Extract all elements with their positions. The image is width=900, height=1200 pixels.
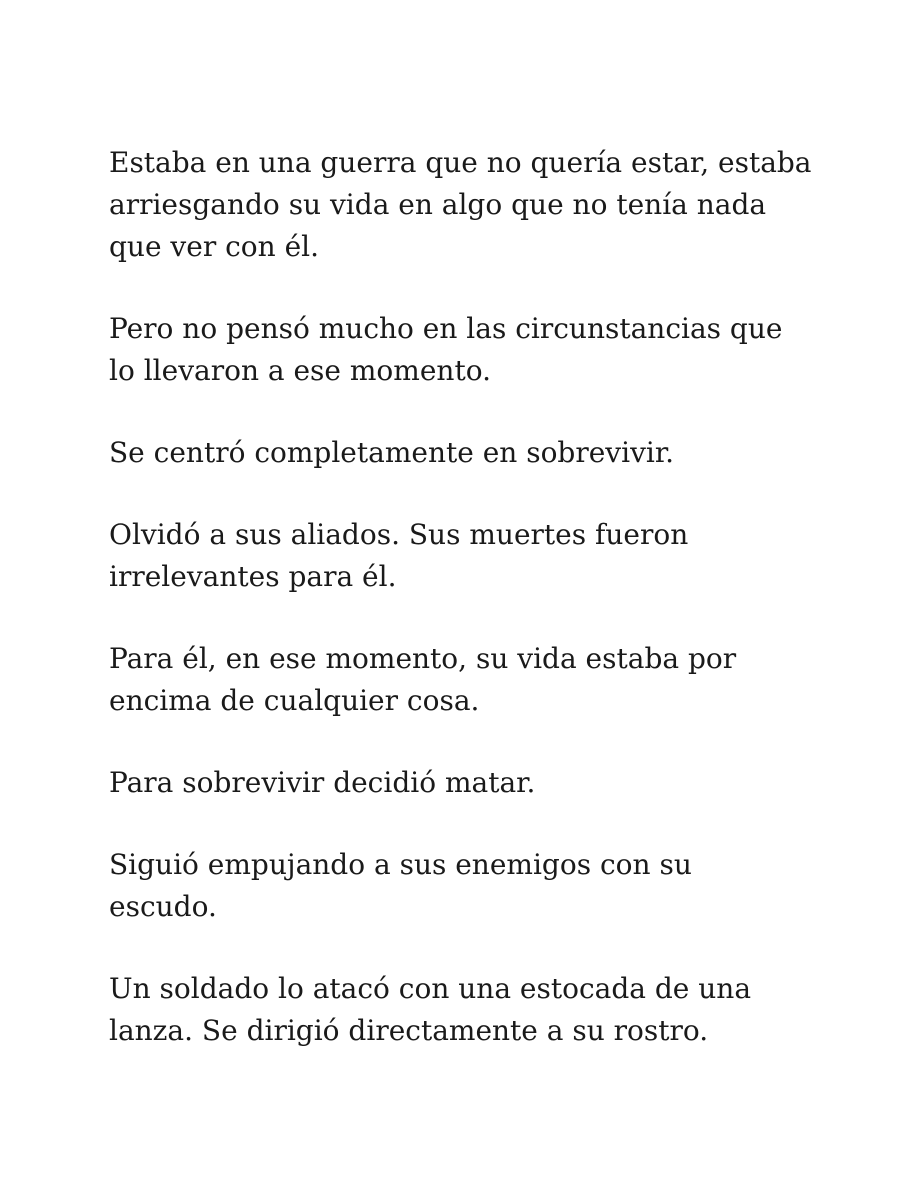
paragraph: [109, 968, 809, 1052]
text-line: Olvidó a sus aliados. Sus muertes fueron: [109, 518, 689, 551]
paragraph: [109, 844, 809, 928]
text-line: Se centró completamente en sobrevivir.: [109, 436, 675, 469]
text-body: [109, 142, 812, 1092]
text-line: Para sobrevivir decidió matar.: [109, 766, 536, 799]
text-line: encima de cualquier cosa.: [109, 684, 480, 717]
text-line: lo llevaron a ese momento.: [109, 354, 491, 387]
paragraph: [109, 308, 809, 392]
text-line: escudo.: [109, 890, 217, 923]
text-line: Estaba en una guerra que no quería estar, estaba: [109, 146, 812, 179]
text-line: Un soldado lo atacó con una estocada de una: [109, 972, 752, 1005]
paragraph: [109, 762, 809, 804]
paragraph: [109, 638, 809, 722]
paragraph: [109, 514, 809, 598]
text-line: irrelevantes para él.: [109, 560, 397, 593]
text-line: que ver con él.: [109, 230, 319, 263]
text-line: Siguió empujando a sus enemigos con su: [109, 848, 692, 881]
text-line: Pero no pensó mucho en las circunstancias que: [109, 312, 783, 345]
paragraph: [109, 432, 809, 474]
paragraph: [109, 142, 812, 268]
text-line: Para él, en ese momento, su vida estaba por: [109, 642, 737, 675]
text-line: arriesgando su vida en algo que no tenía nada: [109, 188, 767, 221]
text-line: lanza. Se dirigió directamente a su rostro.: [109, 1014, 709, 1047]
